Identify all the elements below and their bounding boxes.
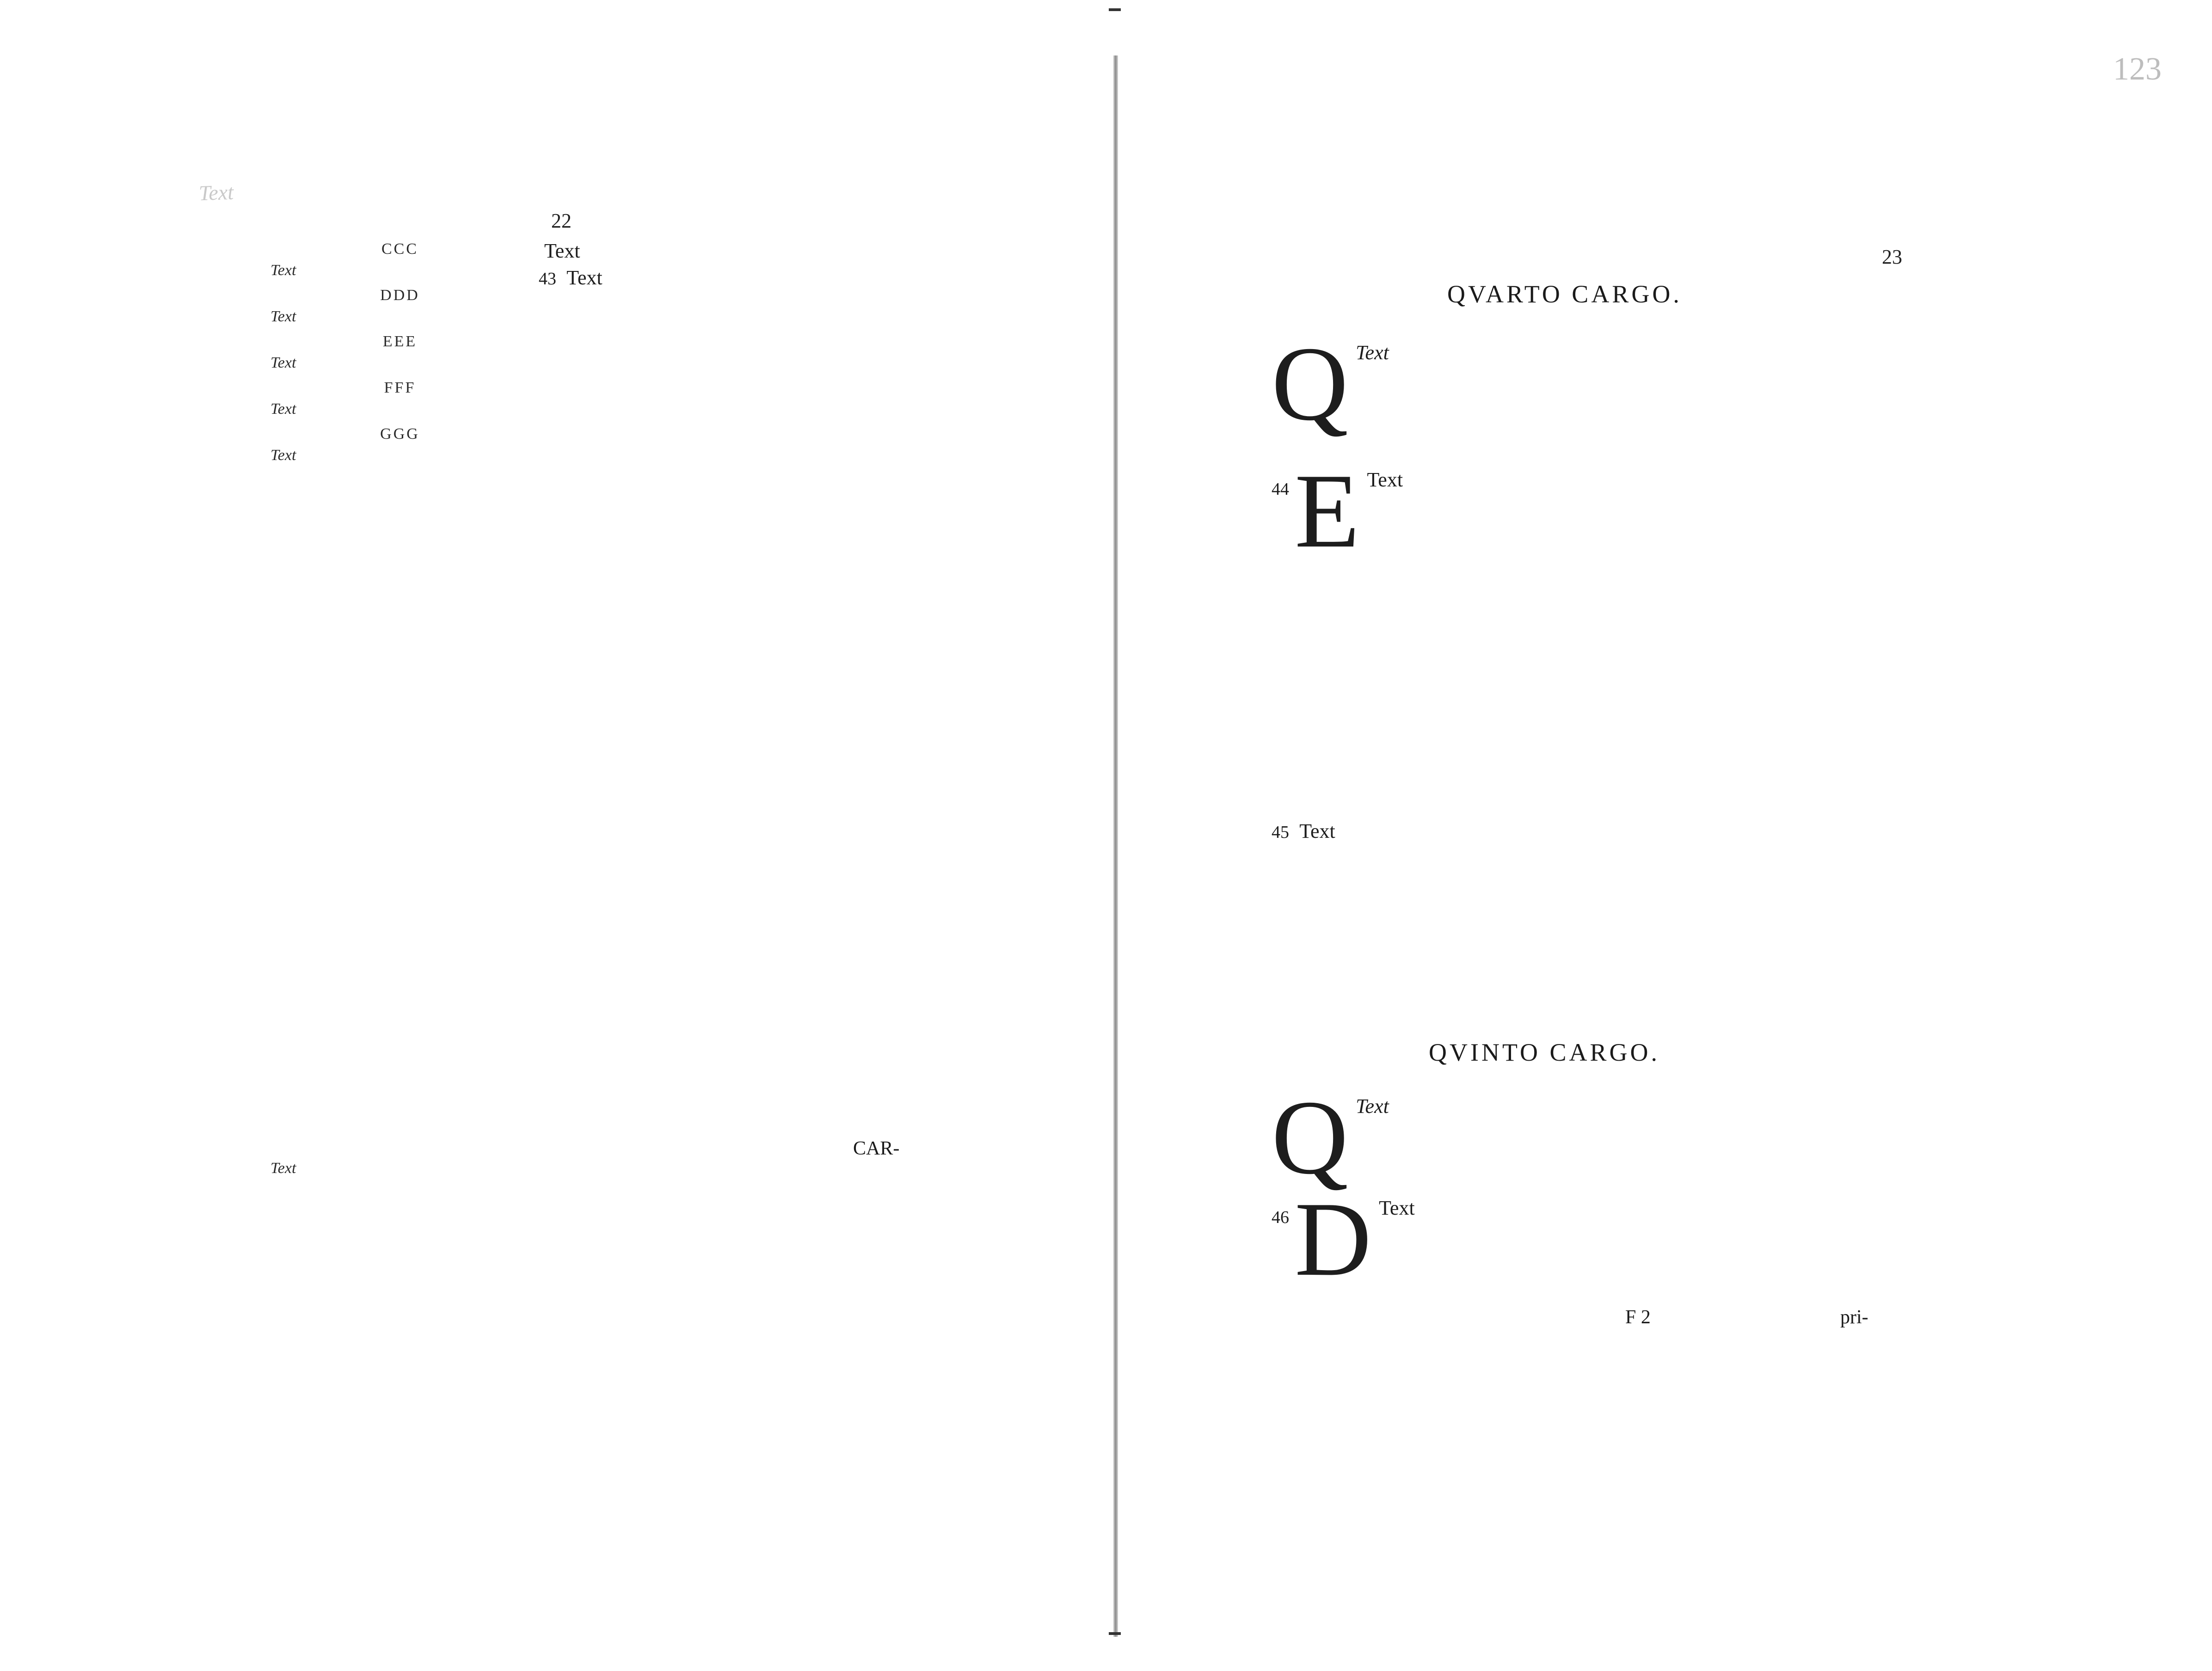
paragraph-44 bbox=[1272, 452, 2104, 570]
main-paragraph bbox=[539, 265, 909, 292]
right-page-number: 23 bbox=[1882, 246, 1902, 268]
corner-annotation: 123 bbox=[2113, 51, 2162, 87]
paragraph-text: Text bbox=[544, 240, 580, 262]
charge-5-body: Text bbox=[1356, 1095, 1389, 1118]
marginal-note-heading: GGG bbox=[380, 425, 420, 442]
paragraph-46 bbox=[1272, 1180, 2104, 1298]
section-title-quarto: QVARTO CARGO. bbox=[1447, 280, 1682, 308]
charge-4-body: Text bbox=[1356, 341, 1389, 364]
marginal-note-text: Text bbox=[270, 447, 296, 464]
footnote-run-on-text: Text bbox=[270, 1160, 296, 1177]
marginal-note bbox=[270, 378, 529, 419]
signature-mark: F 2 bbox=[1625, 1307, 1651, 1328]
marginal-note-heading: CCC bbox=[381, 240, 419, 258]
marginal-note-heading: FFF bbox=[384, 379, 416, 396]
footnote-run-on bbox=[270, 1158, 909, 1183]
main-paragraph bbox=[539, 238, 909, 265]
bleed-through-annotation: Text bbox=[198, 180, 234, 205]
left-main-text-column bbox=[539, 238, 909, 292]
drop-cap: D bbox=[1295, 1180, 1372, 1298]
marginal-note-text: Text bbox=[270, 400, 296, 418]
marginal-note-text: Text bbox=[270, 354, 296, 371]
drop-cap: Q bbox=[1272, 1078, 1349, 1196]
paragraph-text: Text bbox=[566, 266, 602, 289]
marginal-note bbox=[270, 285, 529, 327]
marginal-note bbox=[270, 239, 529, 281]
paragraph-number: 45 bbox=[1272, 823, 1289, 842]
paragraph-45 bbox=[1272, 818, 2104, 845]
marginal-note-heading: DDD bbox=[380, 287, 420, 304]
paragraph-44-body: Text bbox=[1367, 468, 1403, 491]
drop-cap: Q bbox=[1272, 325, 1349, 442]
drop-cap: E bbox=[1295, 452, 1360, 570]
paragraph-45-body: Text bbox=[1299, 820, 1335, 842]
paragraph-number: 44 bbox=[1272, 479, 1289, 499]
page-gutter bbox=[1113, 55, 1118, 1637]
left-page-number: 22 bbox=[551, 209, 571, 232]
marginal-notes-column bbox=[270, 238, 529, 470]
marginal-note bbox=[270, 424, 529, 466]
paragraph-number: 46 bbox=[1272, 1208, 1289, 1227]
marginal-note bbox=[270, 332, 529, 373]
section-title-quinto: QVINTO CARGO. bbox=[1429, 1038, 1660, 1066]
right-page bbox=[1119, 0, 2212, 1671]
marginal-note-heading: EEE bbox=[382, 333, 418, 350]
paragraph-number: 43 bbox=[539, 269, 556, 289]
charge-5-text bbox=[1272, 1078, 2104, 1196]
left-catchword: CAR- bbox=[853, 1138, 900, 1159]
charge-4-text bbox=[1272, 325, 2104, 442]
marginal-note-text: Text bbox=[270, 308, 296, 325]
marginal-note-text: Text bbox=[270, 262, 296, 279]
paragraph-46-body: Text bbox=[1379, 1197, 1415, 1219]
right-catchword: pri- bbox=[1840, 1307, 1868, 1328]
